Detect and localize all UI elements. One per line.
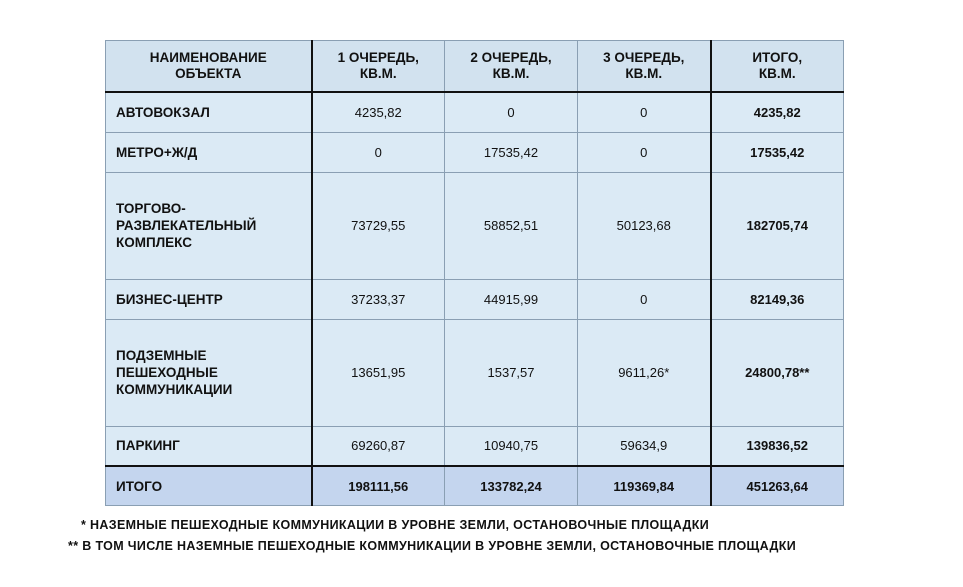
- area-value-cell: 1537,57: [445, 319, 578, 426]
- object-name-cell: [106, 172, 312, 279]
- table-row: [106, 132, 844, 172]
- column-total-cell: 119369,84: [578, 466, 711, 506]
- table-row: [106, 279, 844, 319]
- area-value-cell: 50123,68: [578, 172, 711, 279]
- area-value-cell: 44915,99: [445, 279, 578, 319]
- row-total-cell: 24800,78**: [711, 319, 844, 426]
- row-total-cell: 17535,42: [711, 132, 844, 172]
- cell-text-line: КВ.М.: [758, 66, 796, 81]
- column-header: [578, 41, 711, 93]
- cell-text-line: ПОДЗЕМНЫЕ: [116, 348, 207, 363]
- area-value-cell: 37233,37: [312, 279, 445, 319]
- cell-text-line: КОМПЛЕКС: [116, 235, 192, 250]
- column-header: [312, 41, 445, 93]
- column-total-cell: 133782,24: [445, 466, 578, 506]
- column-total-cell: 198111,56: [312, 466, 445, 506]
- area-value-cell: 10940,75: [445, 426, 578, 466]
- cell-text-line: КОММУНИКАЦИИ: [116, 382, 233, 397]
- grand-total-row: [106, 466, 844, 506]
- object-name-cell: [106, 92, 312, 132]
- cell-text-line: ПАРКИНГ: [116, 438, 180, 454]
- row-total-cell: 4235,82: [711, 92, 844, 132]
- row-total-cell: 139836,52: [711, 426, 844, 466]
- object-name-cell: [106, 279, 312, 319]
- footnote-double-asterisk: ** В ТОМ ЧИСЛЕ НАЗЕМНЫЕ ПЕШЕХОДНЫЕ КОММУНИКАЦИИ В УРОВНЕ ЗЕМЛИ, ОСТАНОВОЧНЫЕ ПЛОЩАДКИ: [68, 539, 797, 553]
- row-total-cell: 82149,36: [711, 279, 844, 319]
- cell-text-line: ИТОГО: [116, 478, 163, 494]
- area-value-cell: 58852,51: [445, 172, 578, 279]
- object-name-cell: [106, 132, 312, 172]
- row-total-cell: 182705,74: [711, 172, 844, 279]
- area-value-cell: 9611,26*: [578, 319, 711, 426]
- area-value-cell: 0: [578, 279, 711, 319]
- header-row: [106, 41, 844, 93]
- area-value-cell: 0: [312, 132, 445, 172]
- cell-text-line: КВ.М.: [492, 66, 530, 81]
- cell-text-line: 2 ОЧЕРЕДЬ,: [470, 50, 552, 65]
- cell-text-line: 1 ОЧЕРЕДЬ,: [337, 50, 419, 65]
- area-value-cell: 73729,55: [312, 172, 445, 279]
- table-row: [106, 319, 844, 426]
- area-value-cell: 0: [445, 92, 578, 132]
- area-table: [105, 40, 844, 506]
- column-header: [106, 41, 312, 93]
- table-row: [106, 172, 844, 279]
- cell-text-line: КВ.М.: [625, 66, 663, 81]
- cell-text-line: ПЕШЕХОДНЫЕ: [116, 365, 218, 380]
- object-name-cell: [106, 319, 312, 426]
- footnote-single-asterisk: * НАЗЕМНЫЕ ПЕШЕХОДНЫЕ КОММУНИКАЦИИ В УРОВНЕ ЗЕМЛИ, ОСТАНОВОЧНЫЕ ПЛОЩАДКИ: [81, 518, 710, 532]
- cell-text-line: ИТОГО,: [752, 50, 803, 65]
- area-value-cell: 17535,42: [445, 132, 578, 172]
- cell-text-line: ОБЪЕКТА: [175, 66, 242, 81]
- total-label-cell: [106, 466, 312, 506]
- cell-text-line: НАИМЕНОВАНИЕ: [149, 50, 267, 65]
- cell-text-line: КВ.М.: [359, 66, 397, 81]
- column-total-cell: 451263,64: [711, 466, 844, 506]
- area-value-cell: 0: [578, 92, 711, 132]
- cell-text-line: АВТОВОКЗАЛ: [116, 104, 210, 120]
- cell-text-line: ТОРГОВО-: [116, 201, 186, 216]
- area-value-cell: 4235,82: [312, 92, 445, 132]
- cell-text-line: БИЗНЕС-ЦЕНТР: [116, 291, 223, 307]
- column-header: [711, 41, 844, 93]
- area-value-cell: 59634,9: [578, 426, 711, 466]
- cell-text-line: РАЗВЛЕКАТЕЛЬНЫЙ: [116, 218, 257, 233]
- table-row: [106, 426, 844, 466]
- column-header: [445, 41, 578, 93]
- cell-text-line: МЕТРО+Ж/Д: [116, 144, 198, 160]
- cell-text-line: 3 ОЧЕРЕДЬ,: [603, 50, 685, 65]
- area-value-cell: 0: [578, 132, 711, 172]
- area-value-cell: 13651,95: [312, 319, 445, 426]
- table-row: [106, 92, 844, 132]
- area-value-cell: 69260,87: [312, 426, 445, 466]
- object-name-cell: [106, 426, 312, 466]
